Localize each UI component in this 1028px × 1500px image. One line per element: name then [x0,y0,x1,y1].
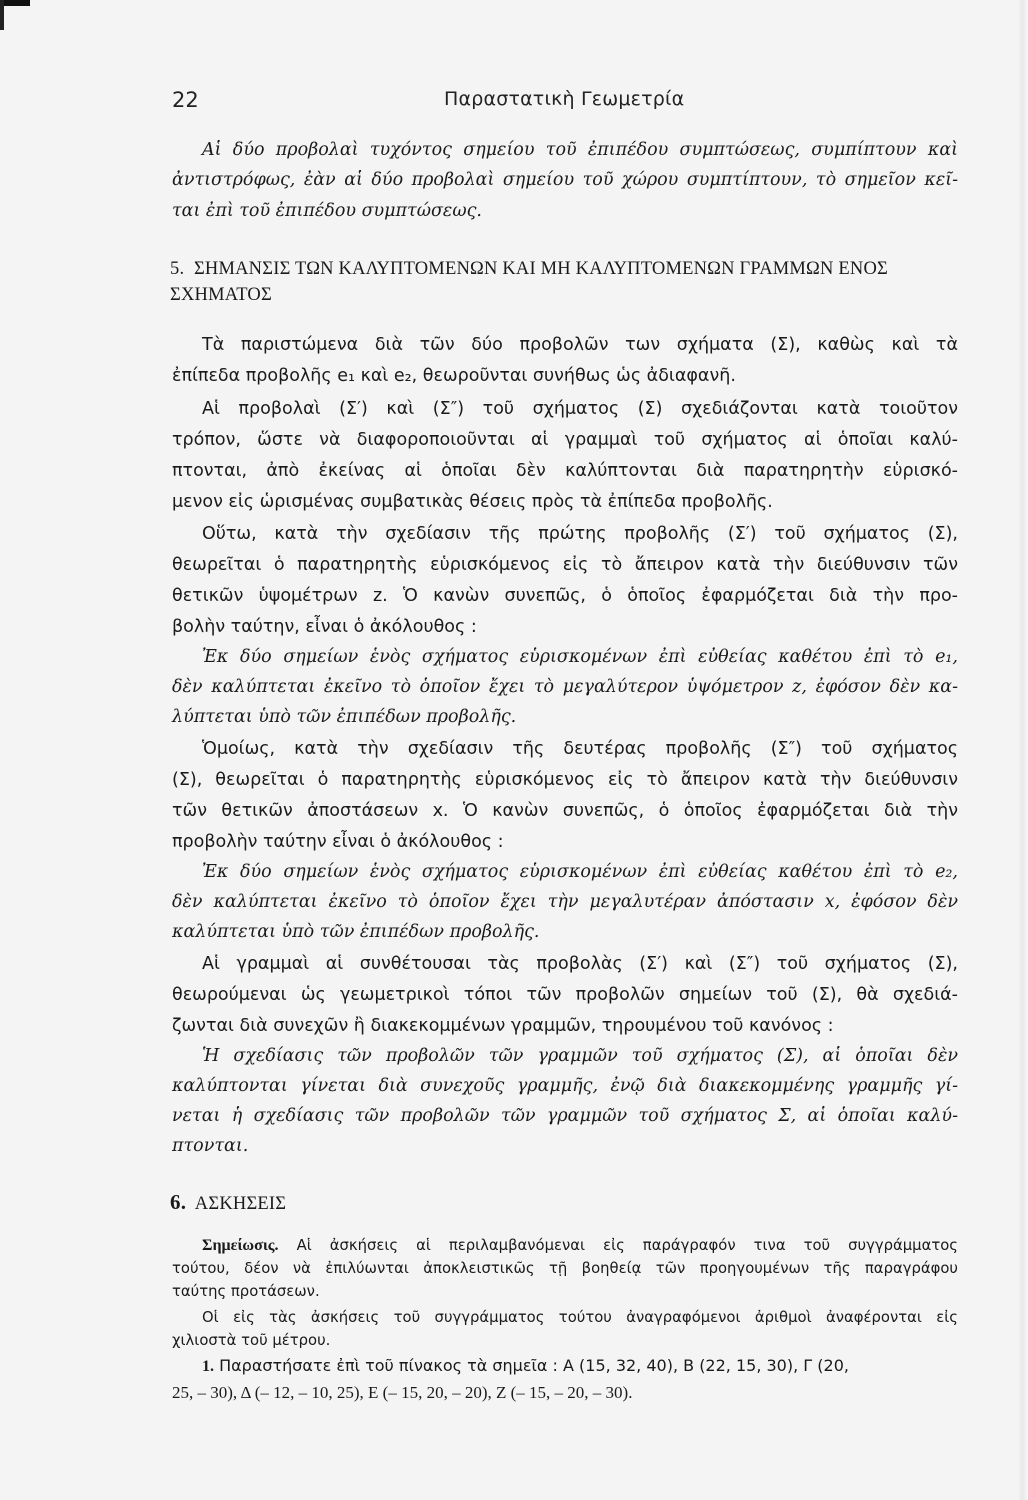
paragraph-line: ἐπίπεδα προβολῆς e₁ καὶ e₂, θεωροῦνται συνήθως ὡς ἀδιαφανῆ. [172,366,736,386]
intro-rule-line: ται ἐπὶ τοῦ ἐπιπέδου συμπτώσεως. [172,201,482,221]
section-number: 6. [170,1190,187,1214]
paragraph-line: θεωρούμεναι ὡς γεωμετρικοὶ τόποι τῶν προβολῶν σημείων τοῦ (Σ), θὰ σχεδιά- [172,985,958,1005]
paragraph-line: ζωνται διὰ συνεχῶν ἢ διακεκομμένων γραμμῶν, τηρουμένου τοῦ κανόνος : [172,1016,834,1036]
rule-line: δὲν καλύπτεται ἐκεῖνο τὸ ὁποῖον ἔχει τὴν μεγαλυτέραν ἀπόστασιν x, ἐφόσον δὲν [172,892,958,912]
rule-line: λύπτεται ὑπὸ τῶν ἐπιπέδων προβολῆς. [172,707,517,727]
intro-rule-line: Αἱ δύο προβολαὶ τυχόντος σημείου τοῦ ἐπιπέδου συμπτώσεως, συμπίπτουν καὶ [202,140,958,160]
paragraph-line: τῶν θετικῶν ἀποστάσεων x. Ὁ κανὼν συνεπῶς, ὁ ὁποῖος ἐφαρμόζεται διὰ τὴν [172,801,958,821]
paragraph-line: Αἱ γραμμαὶ αἱ συνθέτουσαι τὰς προβολὰς (Σ′) καὶ (Σ″) τοῦ σχήματος (Σ), [202,954,958,974]
rule-line: Ἐκ δύο σημείων ἑνὸς σχήματος εὑρισκομένων ἐπὶ εὐθείας καθέτου ἐπὶ τὸ e₂, [202,862,958,882]
rule-line: καλύπτονται γίνεται διὰ συνεχοῦς γραμμῆς, ἐνῷ διὰ διακεκομμένης γραμμῆς γί- [172,1076,958,1096]
running-title: Παραστατικὴ Γεωμετρία [444,88,685,110]
paragraph-line: Οὕτω, κατὰ τὴν σχεδίασιν τῆς πρώτης προβολῆς (Σ′) τοῦ σχήματος (Σ), [202,524,958,544]
units-note-line: χιλιοστὰ τοῦ μέτρου. [172,1332,331,1349]
paragraph-line: τρόπον, ὥστε νὰ διαφοροποιοῦνται αἱ γραμμαὶ τοῦ σχήματος αἱ ὁποῖαι καλύ- [172,430,958,450]
page-right-edge [1018,0,1028,1500]
paragraph-line: Ὁμοίως, κατὰ τὴν σχεδίασιν τῆς δευτέρας προβολῆς (Σ″) τοῦ σχήματος [202,739,958,759]
section-title: ΣΗΜΑΝΣΙΣ ΤΩΝ ΚΑΛΥΠΤΟΜΕΝΩΝ ΚΑΙ ΜΗ ΚΑΛΥΠΤΟΜΕΝΩΝ ΓΡΑΜΜΩΝ ΕΝΟΣ [193,259,888,279]
exercise-1-cont: 25, – 30), Δ (– 12, – 10, 25), E (– 15, 20, – 20), Z (– 15, – 20, – 30). [172,1383,633,1402]
section-6-heading [170,1188,286,1218]
section-5-heading [170,255,888,283]
paragraph-line: Τὰ παριστώμενα διὰ τῶν δύο προβολῶν των σχήματα (Σ), καθὼς καὶ τὰ [202,335,958,355]
section-title: ΑΣΚΗΣΕΙΣ [194,1194,287,1214]
exercise-number: 1. [202,1358,214,1375]
rule-line: Ἡ σχεδίασις τῶν προβολῶν τῶν γραμμῶν τοῦ σχήματος (Σ), αἱ ὁποῖαι δὲν [202,1046,958,1066]
paragraph-line: βολὴν ταύτην, εἶναι ὁ ἀκόλουθος : [172,617,477,637]
rule-line: καλύπτεται ὑπὸ τῶν ἐπιπέδων προβολῆς. [172,922,540,942]
paragraph-line: (Σ), θεωρεῖται ὁ παρατηρητὴς εὑρισκόμενος εἰς τὸ ἄπειρον κατὰ τὴν διεύθυνσιν [172,770,958,790]
paragraph-line: μενον εἰς ὡρισμένας συμβατικὰς θέσεις πρὸς τὰ ἐπίπεδα προβολῆς. [172,492,773,512]
rule-line: νεται ἡ σχεδίασις τῶν προβολῶν τῶν γραμμῶν τοῦ σχήματος Σ, αἱ ὁποῖαι καλύ- [172,1106,958,1126]
units-note-line: Οἱ εἰς τὰς ἀσκήσεις τοῦ συγγράμματος τούτου ἀναγραφόμενοι ἀριθμοὶ ἀναφέρονται εἰς [202,1309,958,1326]
scan-corner-mark-edge [0,0,4,30]
section-5-heading-cont: ΣΧΗΜΑΤΟΣ [170,285,272,305]
exercise-text: Παραστήσατε ἐπὶ τοῦ πίνακος τὰ σημεῖα : A (15, 32, 40), B (22, 15, 30), Γ (20, [219,1356,849,1375]
paragraph-line: πτονται, ἀπὸ ἐκείνας αἱ ὁποῖαι δὲν καλύπτονται διὰ παρατηρητὴν εὑρισκό- [172,461,958,481]
note-line: τούτου, δέον νὰ ἐπιλύωνται ἀποκλειστικῶς τῇ βοηθείᾳ τῶν προηγουμένων τῆς παραγράφου [172,1260,958,1277]
rule-line: Ἐκ δύο σημείων ἑνὸς σχήματος εὑρισκομένων ἐπὶ εὐθείας καθέτου ἐπὶ τὸ e₁, [202,647,958,667]
rule-line: πτονται. [172,1136,249,1156]
paragraph-line: θετικῶν ὑψομέτρων z. Ὁ κανὼν συνεπῶς, ὁ ὁποῖος ἐφαρμόζεται διὰ τὴν προ- [172,586,958,606]
page-header [172,88,958,118]
paragraph-line: Αἱ προβολαὶ (Σ′) καὶ (Σ″) τοῦ σχήματος (Σ) σχεδιάζονται κατὰ τοιοῦτον [202,399,958,419]
intro-rule-line: ἀντιστρόφως, ἐὰν αἱ δύο προβολαὶ σημείου τοῦ χώρου συμπτίπτουν, τὸ σημεῖον κεῖ- [172,170,958,190]
note-label: Σημείωσις. [202,1237,279,1254]
scan-corner-mark [0,0,30,6]
paragraph-line: θεωρεῖται ὁ παρατηρητὴς εὑρισκόμενος εἰς τὸ ἄπειρον κατὰ τὴν διεύθυνσιν τῶν [172,555,958,575]
note-line: ταύτης προτάσεων. [172,1283,320,1300]
paragraph-line: προβολὴν ταύτην εἶναι ὁ ἀκόλουθος : [172,832,504,852]
section-number: 5. [170,259,185,279]
note-text: Αἱ ἀσκήσεις αἱ περιλαμβανόμεναι εἰς παράγραφόν τινα τοῦ συγγράμματος [296,1237,958,1254]
exercise-1 [202,1354,849,1379]
page-number: 22 [172,88,199,112]
rule-line: δὲν καλύπτεται ἐκεῖνο τὸ ὁποῖον ἔχει τὸ μεγαλύτερον ὑψόμετρον z, ἐφόσον δὲν κα- [172,677,958,697]
note-line [202,1234,958,1258]
